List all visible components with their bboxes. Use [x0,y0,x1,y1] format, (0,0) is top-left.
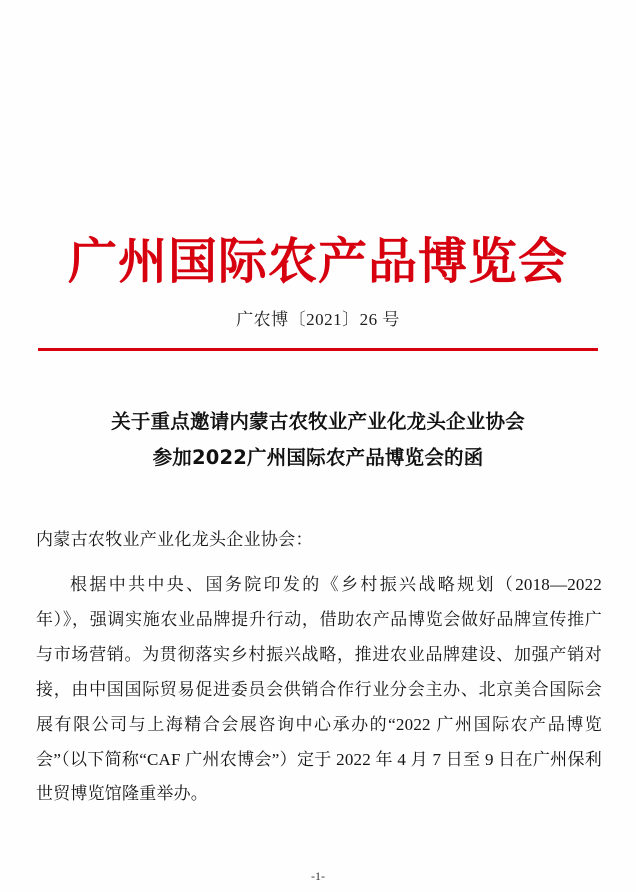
document-title [48,404,588,476]
document-number: 广农博〔2021〕26 号 [236,310,400,330]
page-number: -1- [311,869,325,883]
salutation: 内蒙古农牧业产业化龙头企业协会： [36,530,313,549]
letterhead-red-rule [38,348,598,351]
document-body [36,524,602,829]
document-title-line-2: 参加2022广州国际农产品博览会的函 [152,446,484,470]
body-paragraph: 根据中共中央、国务院印发的《乡村振兴战略规划（2018—2022年）》，强调实施农业品牌提升行动，借助农产品博览会做好品牌宣传推广与市场营销。为贯彻落实乡村振兴战略，推进农业品牌建设、加强产销对接，由中国国际贸易促进委员会供销合作行业分会主办、北京美合国际会展有限公司与上海精合会展咨询中心承办的“2022 广州国际农产品博览会”（以下简称“CAF 广州农博会”）定于 2022 年 4 月 7 日至 9 日在广州保利世贸博览馆隆重举办。 [36,575,602,804]
document-title-line-1: 关于重点邀请内蒙古农牧业产业化龙头企业协会 [111,410,525,433]
letterhead [0,232,636,330]
letterhead-title: 广州国际农产品博览会 [67,232,568,290]
